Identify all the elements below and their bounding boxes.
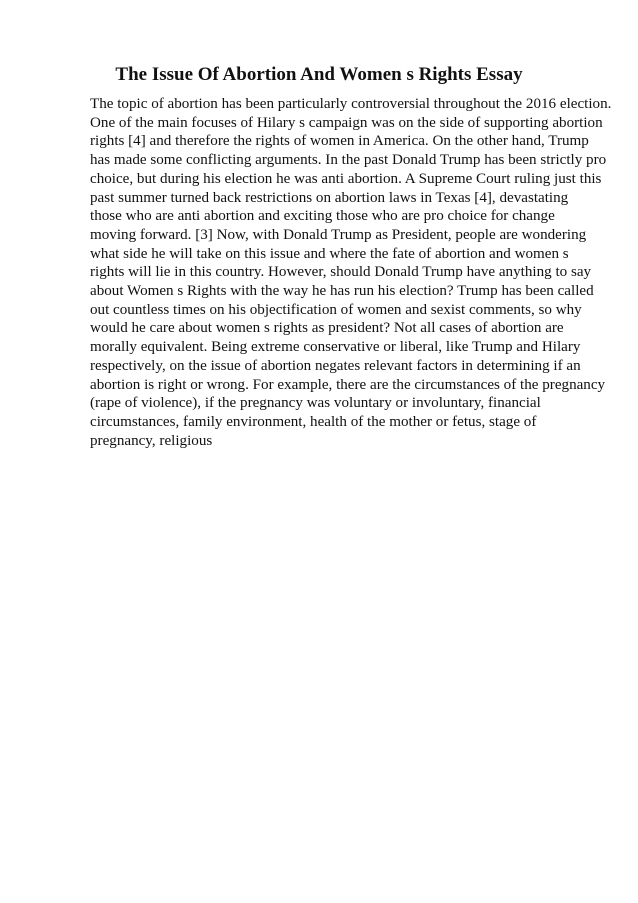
body-line: choice, but during his election he was anti abortion. A Supreme Court ruling just this <box>90 170 602 187</box>
body-line: pregnancy, religious <box>90 432 213 449</box>
body-line: would he care about women s rights as president? Not all cases of abortion are <box>90 320 564 337</box>
body-line: rights [4] and therefore the rights of women in America. On the other hand, Trump <box>90 133 589 150</box>
body-line: what side he will take on this issue and where the fate of abortion and women s <box>90 245 569 262</box>
essay-body <box>90 95 610 450</box>
body-line: respectively, on the issue of abortion negates relevant factors in determining if an <box>90 357 581 374</box>
body-line: moving forward. [3] Now, with Donald Trump as President, people are wondering <box>90 226 587 243</box>
body-line: circumstances, family environment, health of the mother or fetus, stage of <box>90 413 537 430</box>
body-line: out countless times on his objectification of women and sexist comments, so why <box>90 301 582 318</box>
body-line: morally equivalent. Being extreme conservative or liberal, like Trump and Hilary <box>90 339 581 356</box>
document-title: The Issue Of Abortion And Women s Rights Essay <box>115 64 523 85</box>
body-line: has made some conflicting arguments. In the past Donald Trump has been strictly pro <box>90 152 607 169</box>
body-line: rights will lie in this country. However, should Donald Trump have anything to say <box>90 264 592 281</box>
body-line: abortion is right or wrong. For example, there are the circumstances of the pregnancy <box>90 376 606 393</box>
body-line: past summer turned back restrictions on abortion laws in Texas [4], devastating <box>90 189 569 206</box>
body-line: One of the main focuses of Hilary s campaign was on the side of supporting abortion <box>90 114 603 131</box>
body-line: The topic of abortion has been particularly controversial throughout the 2016 election. <box>90 96 612 112</box>
body-line: about Women s Rights with the way he has run his election? Trump has been called <box>90 283 594 300</box>
body-line: those who are anti abortion and exciting those who are pro choice for change <box>90 208 555 225</box>
body-line: (rape of violence), if the pregnancy was voluntary or involuntary, financial <box>90 395 541 412</box>
